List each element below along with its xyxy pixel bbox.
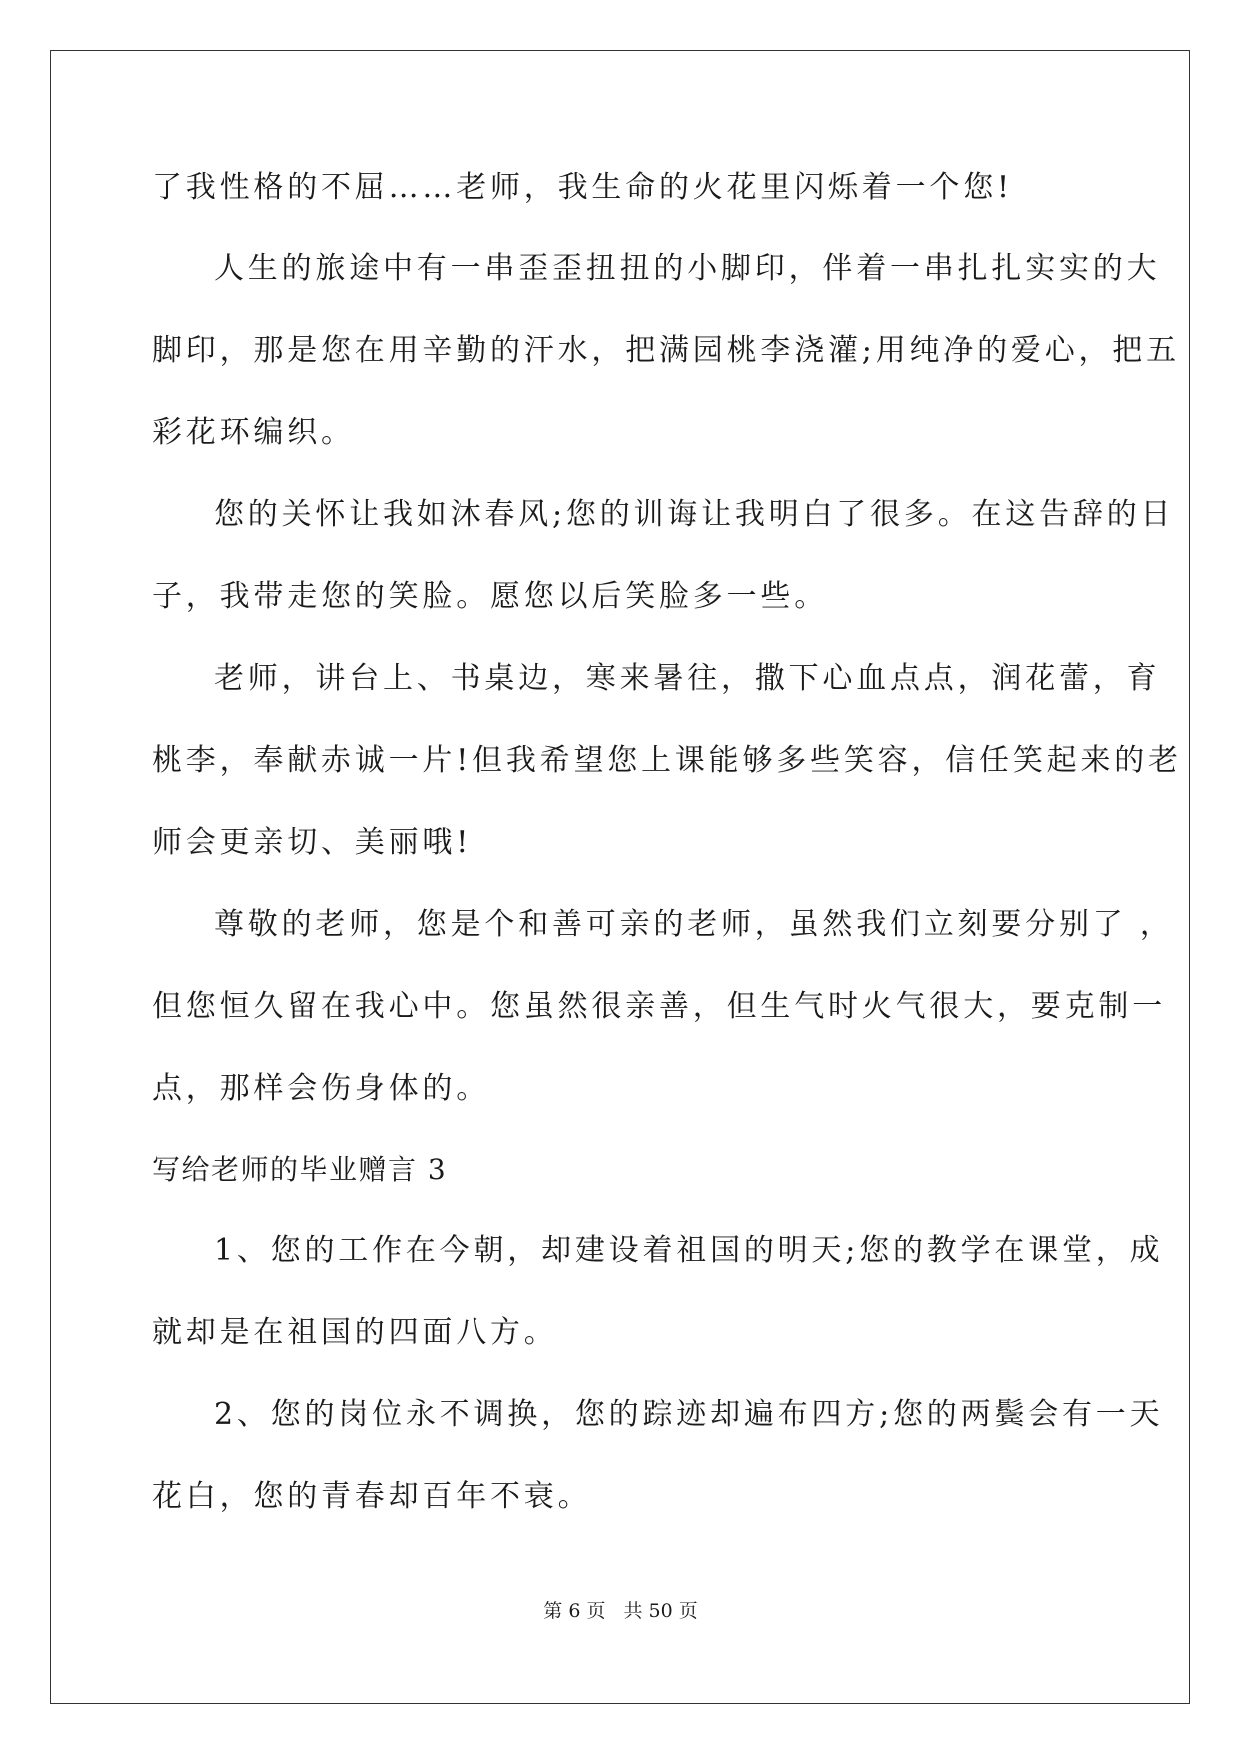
text-line: 彩花环编织。: [152, 415, 355, 450]
text-line: 点，那样会伤身体的。: [152, 1071, 490, 1106]
page-footer: [0, 1596, 1241, 1623]
text-line: 1、您的工作在今朝，却建设着祖国的明天;您的教学在课堂，成: [214, 1233, 1164, 1268]
list-item: [152, 1210, 1164, 1374]
section-heading: 写给老师的毕业赠言 3: [152, 1153, 448, 1186]
text-line: 脚印，那是您在用辛勤的汗水，把满园桃李浇灌;用纯净的爱心，把五: [152, 333, 1180, 368]
text-line: 子，我带走您的笑脸。愿您以后笑脸多一些。: [152, 579, 828, 614]
text-line: 您的关怀让我如沐春风;您的训诲让我明白了很多。在这告辞的日: [214, 497, 1175, 532]
text-line: 桃李，奉献赤诚一片!但我希望您上课能够多些笑容，信任笑起来的老: [152, 743, 1182, 778]
paragraph: [152, 228, 1180, 474]
text-line: 就却是在祖国的四面八方。: [152, 1315, 558, 1350]
page-total: 共 50 页: [623, 1600, 698, 1622]
text-line: 但您恒久留在我心中。您虽然很亲善，但生气时火气很大，要克制一: [152, 989, 1166, 1024]
text-line: 2、您的岗位永不调换，您的踪迹却遍布四方;您的两鬓会有一天: [214, 1397, 1164, 1432]
paragraph: [152, 148, 1092, 228]
paragraph: [152, 884, 1174, 1130]
text-line: 花白，您的青春却百年不衰。: [152, 1479, 592, 1514]
text-line: 师会更亲切、美丽哦!: [152, 825, 473, 860]
document-body: [152, 148, 1182, 1538]
page-number: 第 6 页: [543, 1600, 606, 1622]
paragraph: [152, 474, 1175, 638]
text-line: 人生的旅途中有一串歪歪扭扭的小脚印，伴着一串扎扎实实的大: [214, 251, 1161, 286]
paragraph: [152, 638, 1182, 884]
text-line: 尊敬的老师，您是个和善可亲的老师，虽然我们立刻要分别了 ，: [214, 907, 1174, 942]
text-line: 老师，讲台上、书桌边，寒来暑往，撒下心血点点，润花蕾，育: [214, 661, 1161, 696]
text-line: 了我性格的不屈……老师，我生命的火花里闪烁着一个您!: [152, 170, 1013, 205]
list-item: [152, 1374, 1164, 1538]
